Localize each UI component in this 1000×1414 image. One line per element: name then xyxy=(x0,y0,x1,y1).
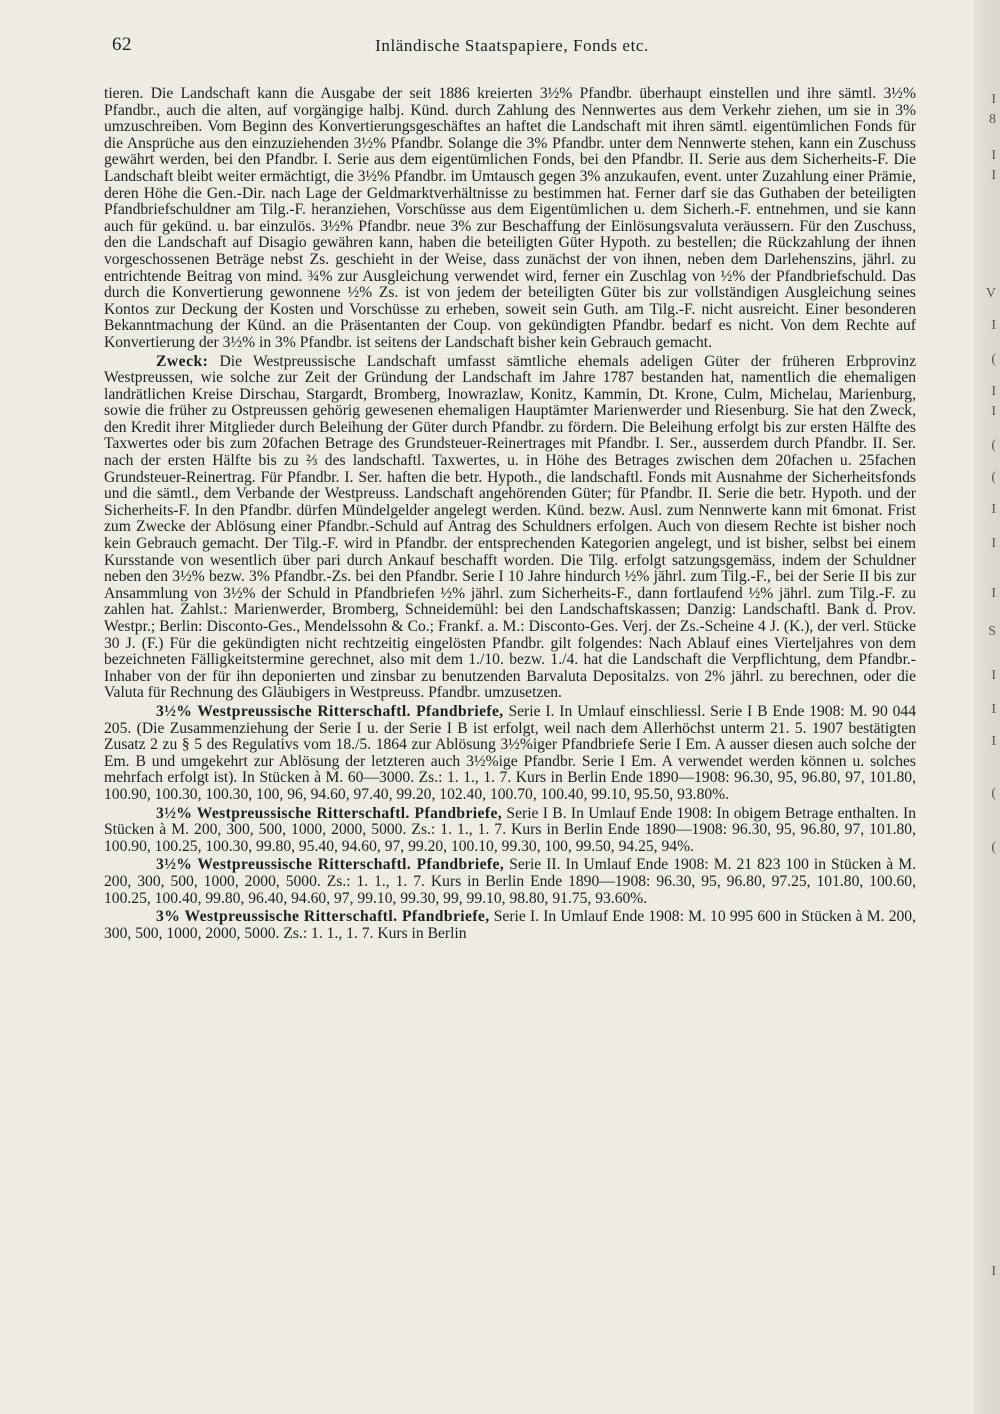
margin-mark: S xyxy=(988,624,996,639)
bond-entry xyxy=(104,909,916,942)
margin-mark: V xyxy=(985,286,996,301)
bond-entry-text: Serie I B. In Umlauf Ende 1908: In obigem Betrage enthalten. In Stücken à M. 200, 300, 500, 1000, 2000, 5000. Zs.: 1. 1., 1. 7. Kurs in Berlin Ende 1890—1908: 96.30, 95, 96.80, 97, 101.80, 100.90, 100.25, 100.30, 99.80, 95.40, 94.60, 97, 99.20, 100.10, 99.30, 100, 99.50, 94.25, 94%. xyxy=(104,804,916,855)
margin-mark: I xyxy=(991,404,996,419)
bond-entry-text: Serie I. In Umlauf einschliessl. Serie I B Ende 1908: M. 90 044 205. (Die Zusammenziehung der Serie I u. der Serie I B ist erfolgt, weil nach dem Allerhöchst unterm 21. 5. 1907 bestätigten Zusatz 2 zu § 5 des Regulativs vom 18./5. 1864 zur Ablösung 3½%iger Pfandbriefe Serie I Em. A ausser diesen auch solche der Em. B und umgekehrt zur Ablösung der letzteren auch 3½%ige Pfandbr. Serie I Em. A verwendet werden können u. solches mehrfach erfolgt ist). In Stücken à M. 60—3000. Zs.: 1. 1., 1. 7. Kurs in Berlin Ende 1890—1908: 96.30, 95, 96.80, 97, 101.80, 100.90, 100.30, 100.30, 100, 96, 94.60, 97.40, 99.20, 102.40, 100.70, 100.40, 99.10, 95.50, 93.80%. xyxy=(104,702,916,803)
margin-mark: ( xyxy=(991,840,996,855)
body-paragraph-konvertierung: tieren. Die Landschaft kann die Ausgabe der seit 1886 kreierten 3½% Pfandbr. überhaupt einstellen und ihre sämtl. 3½% Pfandbr., auch die alten, auf vorgängige halbj. Künd. durch Zahlung des Nennwertes aus dem Verkehr ziehen, um sie in 3% umzuschreiben. Vom Beginn des Konvertierungsgeschäftes an haftet die Landschaft mit ihren sämtl. eigentümlichen Fonds für die Ansprüche aus den einzuziehenden 3½% Pfandbr. Solange die 3% Pfandbr. unter dem Nennwerte stehen, kann ein Zuschuss gewährt werden, bei den Pfandbr. I. Serie aus dem eigentümlichen Fonds, bei den Pfandbr. II. Serie aus dem Sicherheits-F. Die Landschaft bleibt weiter ermächtigt, die 3½% Pfandbr. im Umtausch gegen 3% anzukaufen, event. unter Zuzahlung einer Prämie, deren Höhe die Gen.-Dir. nach Lage der Geldmarktverhältnisse zu bestimmen hat. Ferner darf sie das Guthaben der beteiligten Pfandbriefschuldner am Tilg.-F. heranziehen, Vorschüsse aus dem Eigentümlichen u. dem Sicherh.-F. entnehmen, und sie kann auch für gekünd. u. bar einzulös. 3½% Pfandbr. neue 3% zur Beschaffung der Einlösungsvaluta veräussern. Für den Zuschuss, den die Landschaft auf Disagio gewähren kann, haben die beteiligten Güter Hypoth. zu bestellen; die Rückzahlung der ihnen vorgeschossenen Beträge nebst Zs. geschieht in der Weise, dass zunächst der von ihnen, neben dem Darlehenszins, jährl. zu entrichtende Beitrag von mind. ¾% zur Ausgleichung verwendet wird, ferner ein Zuschlag von ½% der Pfandbriefschuld. Das durch die Konvertierung gewonnene ½% Zs. ist von jedem der beteiligten Güter bis zur vollständigen Ausgleichung seines Kontos zur Deckung der Kosten und Vorschüsse zu erheben, soweit sein Guth. am Tilg.-F. nicht ausreicht. Einer besonderen Bekanntmachung der Künd. an die Präsentanten der Coup. von gekündigten Pfandbr. bedarf es nicht. Von dem Rechte auf Konvertierung der 3½% in 3% Pfandbr. ist seitens der Landschaft bisher kein Gebrauch gemacht. xyxy=(104,85,916,351)
margin-mark: I xyxy=(991,168,996,183)
margin-mark: I xyxy=(991,92,996,107)
margin-mark: ( xyxy=(991,786,996,801)
margin-mark: 8 xyxy=(989,112,996,127)
margin-mark: I xyxy=(991,702,996,717)
page-edge-margin xyxy=(974,0,1000,1414)
margin-mark: ( xyxy=(991,352,996,367)
section-heading-zweck: Zweck: xyxy=(156,352,209,370)
page-body xyxy=(104,86,916,944)
margin-mark: ( xyxy=(991,438,996,453)
zweck-text: Die Westpreussische Landschaft umfasst sämtliche ehemals adeligen Güter der früheren Erbprovinz Westpreussen, wie solche zur Zeit der Gründung der Landschaft im Jahre 1787 bestanden hat, namentlich die ehemaligen landrätlichen Kreise Dirschau, Stargardt, Bromberg, Inowrazlaw, Konitz, Kammin, Dt. Krone, Culm, Michelau, Marienburg, sowie die früher zu Ostpreussen gehörig gewesenen ehemaligen Hauptämter Marienwerder und Riesenburg. Sie hat den Zweck, den Kredit ihrer Mitglieder durch Beleihung der Güter durch Pfandbr. zu fördern. Die Beleihung erfolgt bis zur ersten Hälfte des Taxwertes oder bis zum 20fachen Betrage des Grundsteuer-Reinertrages mit Pfandbr. I. Ser., ausserdem durch Pfandbr. II. Ser. nach der ersten Hälfte bis zu ⅔ des landschaftl. Taxwertes, u. in Höhe des Betrages zwischen dem 20fachen u. 25fachen Grundsteuer-Reinertrag. Für Pfandbr. I. Ser. haften die betr. Hypoth., die landschaftl. Fonds mit Ausnahme der Sicherheitsfonds und die sämtl., dem Verbande der Westpreuss. Landschaft angehörenden Güter; für Pfandbr. II. Serie die betr. Hypoth. und der Sicherheits-F. In den Pfandbr. dürfen Mündelgelder angelegt werden. Künd. bezw. Ausl. zum Nennwerte kann mit 6monat. Frist zum Zwecke der Ablösung einer Pfandbr.-Schuld auf Antrag des Schuldners erfolgen. Auch von diesem Rechte ist bisher noch kein Gebrauch gemacht. Der Tilg.-F. wird in Pfandbr. der entsprechenden Kategorien angelegt, und ist bisher, selbst bei einem Kursstande von wesentlich über pari durch Ankauf beschafft worden. Die Tilg. erfolgt satzungsgemäss, indem der Schuldner neben den 3½% bezw. 3% Pfandbr.-Zs. bei den Pfandbr. Serie I 10 Jahre hindurch ½% jährl. zum Tilg.-F., bei der Serie II bis zur Ansammlung von 3½% der Schuld in Pfandbriefen ½% jährl. zum Sicherheits-F., dann fortlaufend ½% jährl. zum Tilg.-F. zu zahlen hat. Zahlst.: Marienwerder, Bromberg, Schneidemühl: bei den Landschaftskassen; Danzig: Landschaftl. Bank d. Prov. Westpr.; Berlin: Disconto-Ges., Mendelssohn & Co.; Frankf. a. M.: Disconto-Ges. Verj. der Zs.-Scheine 4 J. (K.), der verl. Stücke 30 J. (F.) Für die gekündigten nicht rechtzeitig eingelösten Pfandbr. gilt folgendes: Nach Ablauf eines Vierteljahres von dem bezeichneten Fälligkeitstermine gerechnet, also mit dem 1./10. bezw. 1./4. hat die Landschaft die Verpflichtung, dem Pfandbr.-Inhaber von der für ihn deponierten und zinsbar zu benutzenden Barvaluta Depositalzs. von 2% jährl. zu berechnen, oder die Valuta für Rechnung des Gläubigers in Westpreuss. Pfandbr. umzusetzen. xyxy=(104,352,916,702)
margin-mark: I xyxy=(991,668,996,683)
bond-entry-text: Serie I. In Umlauf Ende 1908: M. 10 995 600 in Stücken à M. 200, 300, 500, 1000, 2000, 5000. Zs.: 1. 1., 1. 7. Kurs in Berlin xyxy=(104,908,916,942)
bond-entry xyxy=(104,857,916,907)
bond-entry-title: 3½% Westpreussische Ritterschaftl. Pfandbriefe, xyxy=(156,804,503,822)
margin-mark: I xyxy=(991,148,996,163)
margin-mark: I xyxy=(991,318,996,333)
bond-entry xyxy=(104,806,916,856)
running-head-title: Inländische Staatspapiere, Fonds etc. xyxy=(375,36,649,55)
bond-entry xyxy=(104,704,916,804)
page-number: 62 xyxy=(112,34,132,55)
margin-mark: I xyxy=(991,384,996,399)
bond-entry-title: 3½% Westpreussische Ritterschaftl. Pfandbriefe, xyxy=(156,856,505,874)
margin-mark: I xyxy=(991,734,996,749)
body-paragraph-zweck xyxy=(104,354,916,702)
margin-mark: I xyxy=(991,586,996,601)
margin-mark: I xyxy=(991,1264,996,1279)
margin-mark: ( xyxy=(991,470,996,485)
page-header xyxy=(112,34,912,64)
margin-mark: I xyxy=(991,502,996,517)
margin-mark: I xyxy=(991,536,996,551)
bond-entry-title: 3½% Westpreussische Ritterschaftl. Pfandbriefe, xyxy=(156,702,504,720)
bond-entry-title: 3% Westpreussische Ritterschaftl. Pfandbriefe, xyxy=(156,908,490,926)
bond-entry-text: Serie II. In Umlauf Ende 1908: M. 21 823 100 in Stücken à M. 200, 300, 500, 1000, 2000, 5000. Zs.: 1. 1., 1. 7. Kurs in Berlin Ende 1890—1908: 96.30, 95, 96.80, 97.25, 101.80, 100.60, 100.25, 100.40, 99.80, 96.40, 94.60, 97, 99.10, 99.30, 99, 99.10, 98.80, 91.75, 93.60%. xyxy=(104,856,917,907)
